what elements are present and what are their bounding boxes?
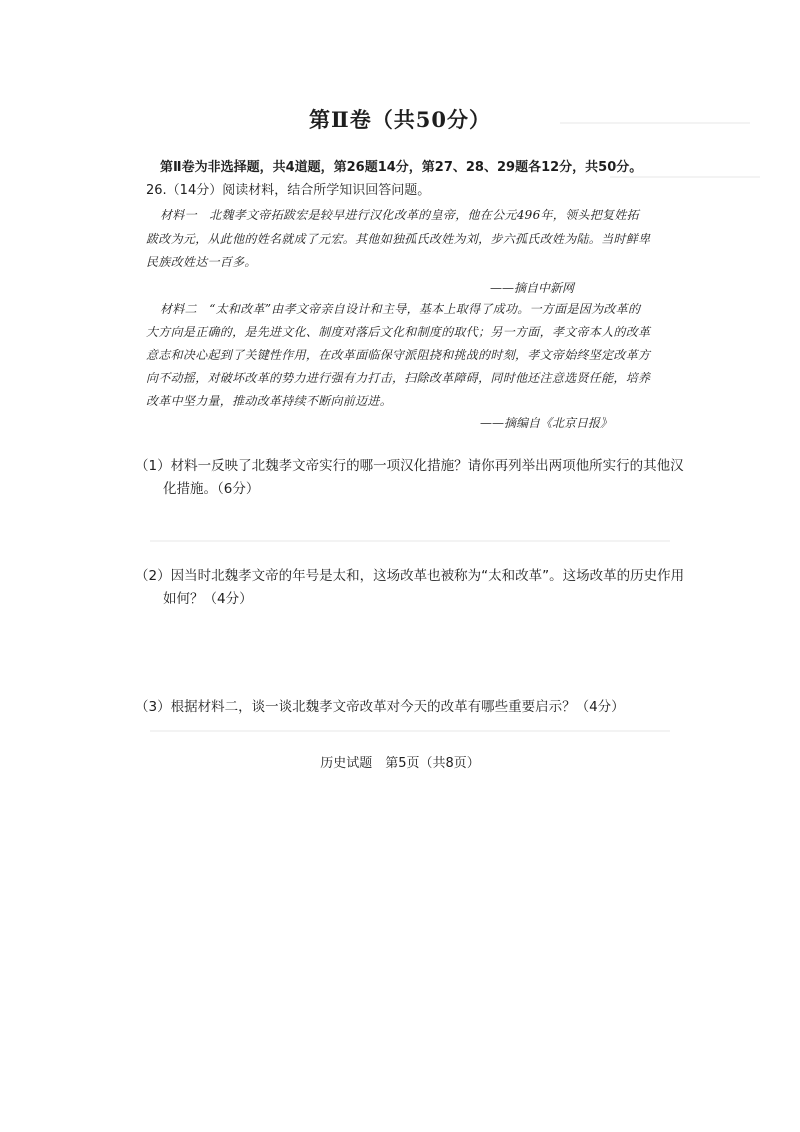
- bleed-through-line: [150, 540, 670, 542]
- material-two-line: 材料二 “太和改革”由孝文帝亲自设计和主导，基本上取得了成功。一方面是因为改革的: [160, 302, 641, 316]
- material-one-line: 跋改为元，从此他的姓名就成了元宏。其他如独孤氏改姓为刘，步六孤氏改姓为陆。当时鲜卑: [146, 232, 651, 246]
- material-one-line: 民族改姓达一百多。: [146, 255, 257, 269]
- sub-question-2-line: （2）因当时北魏孝文帝的年号是太和，这场改革也被称为“太和改革”。这场改革的历史作用: [135, 568, 685, 584]
- page-footer: 历史试题 第5页（共8页）: [320, 756, 480, 771]
- material-two-line: 意志和决心起到了关键性作用，在改革面临保守派阻挠和挑战的时刻，孝文帝始终坚定改革方: [146, 348, 651, 362]
- sub-question-3-line: （3）根据材料二，谈一谈北魏孝文帝改革对今天的改革有哪些重要启示？（4分）: [135, 699, 625, 715]
- sub-question-1-line: 化措施。（6分）: [163, 481, 260, 497]
- question-stem: 26.（14分）阅读材料，结合所学知识回答问题。: [146, 183, 431, 198]
- material-two-line: 大方向是正确的，是先进文化、制度对落后文化和制度的取代；另一方面，孝文帝本人的改革: [146, 325, 651, 339]
- bleed-through-line: [610, 176, 760, 178]
- sub-question-2-line: 如何？（4分）: [163, 591, 253, 607]
- section-title: 第Ⅱ卷（共50分）: [309, 107, 491, 132]
- sub-question-1-line: （1）材料一反映了北魏孝文帝实行的哪一项汉化措施？请你再列举出两项他所实行的其他汉: [135, 458, 684, 474]
- material-two-source: ——摘编自《北京日报》: [480, 416, 613, 430]
- material-one-line: 材料一 北魏孝文帝拓跋宏是较早进行汉化改革的皇帝，他在公元496年，领头把复姓拓: [160, 208, 639, 222]
- instructions: 第Ⅱ卷为非选择题，共4道题，第26题14分，第27、28、29题各12分，共50分。: [160, 160, 643, 175]
- material-two-line: 向不动摇，对破坏改革的势力进行强有力打击，扫除改革障碍，同时他还注意选贤任能，培养: [146, 371, 651, 385]
- material-two-line: 改革中坚力量，推动改革持续不断向前迈进。: [146, 394, 393, 408]
- bleed-through-line: [150, 730, 670, 732]
- material-one-source: ——摘自中新网: [490, 281, 575, 295]
